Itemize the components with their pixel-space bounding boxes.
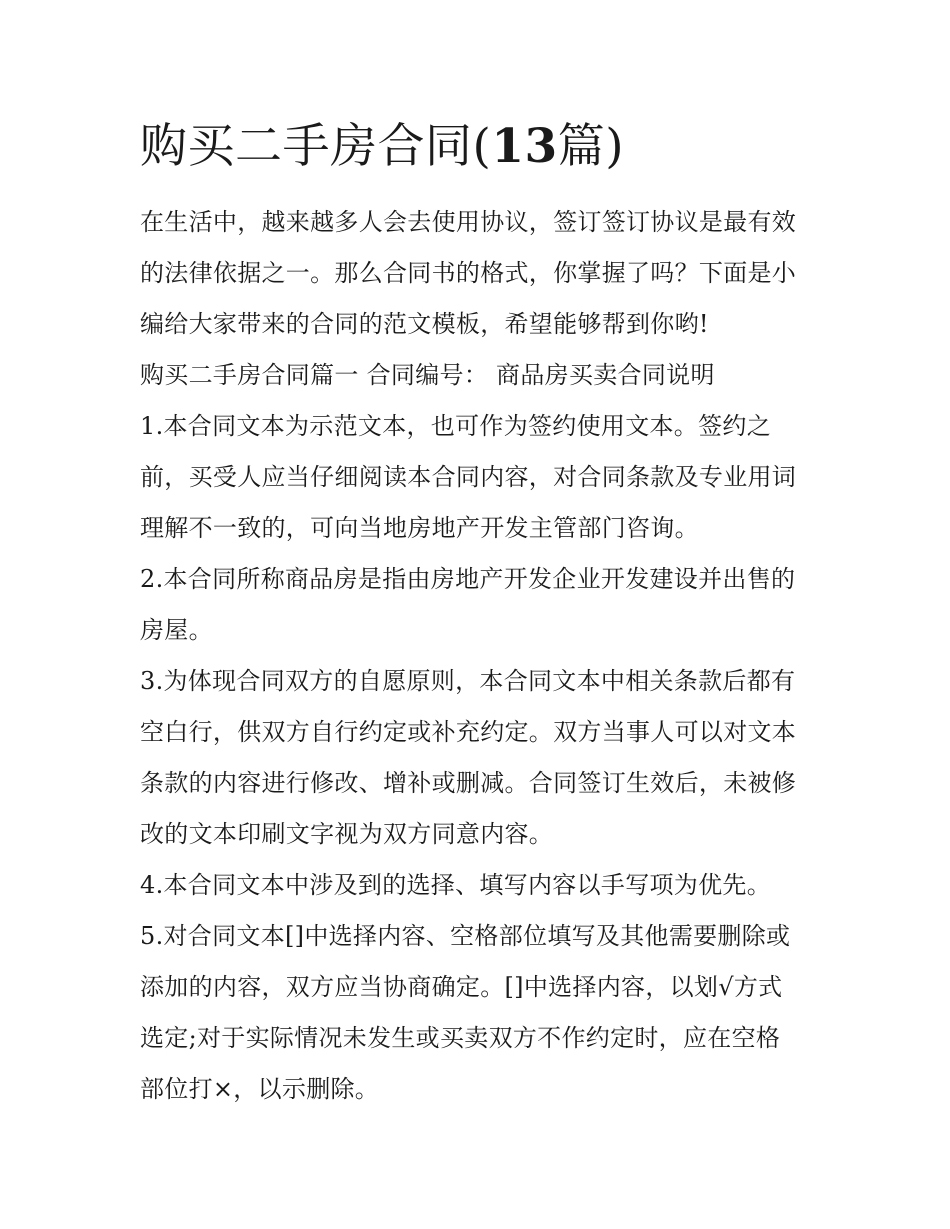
document-body bbox=[140, 197, 820, 1115]
text-line-12: 条款的内容进行修改、增补或删减。合同签订生效后，未被修 bbox=[140, 769, 797, 797]
text-line-1: 在生活中，越来越多人会去使用协议，签订签订协议是最有效 bbox=[140, 208, 797, 236]
text-line-14: 4.本合同文本中涉及到的选择、填写内容以手写项为优先。 bbox=[140, 871, 771, 899]
text-line-8: 2.本合同所称商品房是指由房地产开发企业开发建设并出售的 bbox=[140, 565, 796, 593]
text-line-3: 编给大家带来的合同的范文模板，希望能够帮到你哟! bbox=[140, 310, 709, 338]
text-line-13: 改的文本印刷文字视为双方同意内容。 bbox=[140, 820, 554, 848]
text-line-15: 5.对合同文本[]中选择内容、空格部位填写及其他需要删除或 bbox=[140, 922, 791, 950]
text-line-10: 3.为体现合同双方的自愿原则，本合同文本中相关条款后都有 bbox=[140, 667, 796, 695]
title-prefix: 购买二手房合同( bbox=[140, 119, 492, 174]
text-line-17: 选定;对于实际情况未发生或买卖双方不作约定时，应在空格 bbox=[140, 1024, 781, 1052]
document-title bbox=[140, 112, 840, 182]
title-suffix: 篇) bbox=[557, 119, 625, 174]
title-number: 13 bbox=[491, 119, 558, 174]
text-line-4: 购买二手房合同篇一 合同编号： 商品房买卖合同说明 bbox=[140, 361, 715, 389]
text-line-11: 空白行，供双方自行约定或补充约定。双方当事人可以对文本 bbox=[140, 718, 797, 746]
text-line-2: 的法律依据之一。那么合同书的格式，你掌握了吗？下面是小 bbox=[140, 259, 797, 287]
text-line-9: 房屋。 bbox=[140, 616, 213, 644]
text-line-16: 添加的内容，双方应当协商确定。[]中选择内容，以划√方式 bbox=[140, 973, 783, 1001]
text-line-5: 1.本合同文本为示范文本，也可作为签约使用文本。签约之 bbox=[140, 412, 771, 440]
text-line-7: 理解不一致的，可向当地房地产开发主管部门咨询。 bbox=[140, 514, 699, 542]
text-line-6: 前，买受人应当仔细阅读本合同内容，对合同条款及专业用词 bbox=[140, 463, 797, 491]
text-line-18: 部位打×，以示删除。 bbox=[140, 1075, 380, 1103]
